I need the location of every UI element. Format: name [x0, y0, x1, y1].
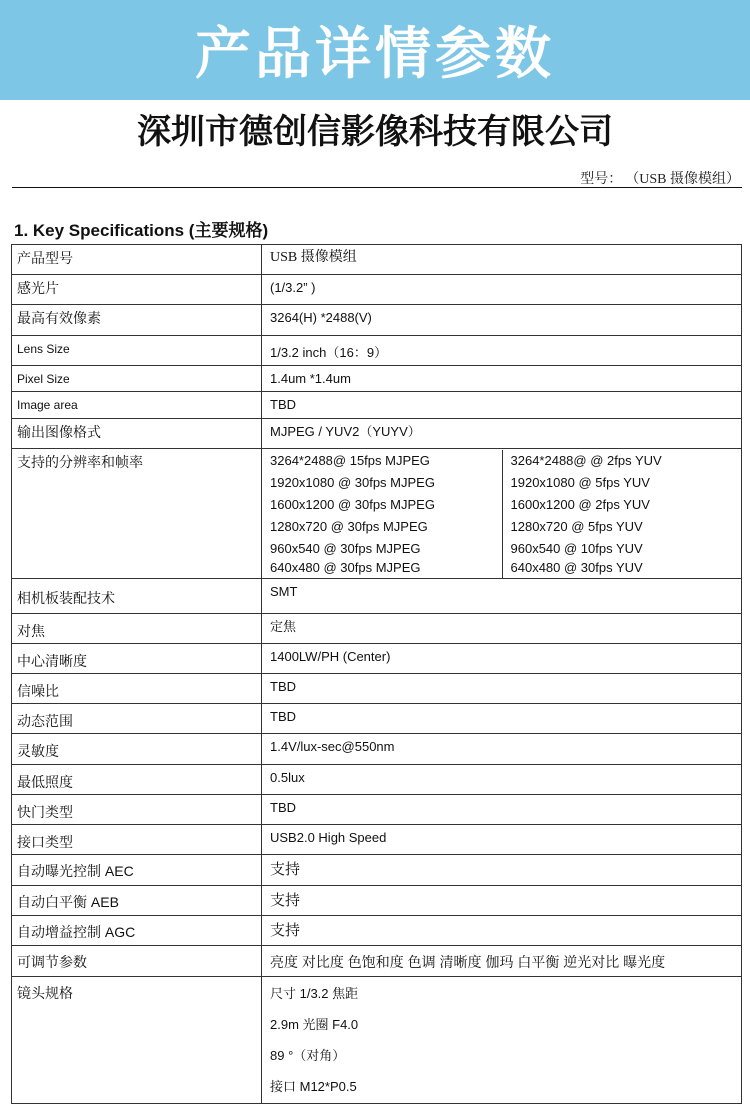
list-item: 3264*2488@ @ 2fps YUV: [510, 453, 662, 468]
section-title: 1. Key Specifications (主要规格): [14, 221, 269, 240]
spec-key: 可调节参数: [12, 946, 262, 977]
spec-value: MJPEG / YUV2（YUYV）: [262, 419, 742, 449]
list-item: 1600x1200 @ 30fps MJPEG: [270, 497, 435, 512]
table-row: [12, 734, 742, 765]
list-item: 1920x1080 @ 5fps YUV: [510, 475, 650, 490]
spec-key: 自动增益控制 AGC: [12, 916, 262, 946]
spec-key: 产品型号: [12, 245, 262, 275]
spec-key: 快门类型: [12, 795, 262, 825]
spec-key: 动态范围: [12, 704, 262, 734]
title-banner: [0, 0, 750, 100]
list-item: 640x480 @ 30fps MJPEG: [270, 560, 421, 575]
spec-key: 镜头规格: [12, 977, 262, 1104]
table-row: [12, 245, 742, 275]
model-line: [0, 168, 740, 188]
spec-key: 最高有效像素: [12, 305, 262, 336]
table-row: [12, 946, 742, 977]
list-item: 3264*2488@ 15fps MJPEG: [270, 453, 430, 468]
spec-value: 0.5lux: [262, 765, 742, 795]
spec-key: 支持的分辨率和帧率: [12, 449, 262, 579]
spec-value: 支持: [262, 855, 742, 886]
spec-value: 支持: [262, 916, 742, 946]
spec-key: 自动曝光控制 AEC: [12, 855, 262, 886]
table-row: [12, 855, 742, 886]
spec-value: 1.4um *1.4um: [262, 366, 742, 392]
spec-key: Pixel Size: [12, 366, 262, 392]
table-row: [12, 674, 742, 704]
table-row: [12, 825, 742, 855]
list-item: 1920x1080 @ 30fps MJPEG: [270, 475, 435, 490]
table-row: [12, 644, 742, 674]
yuv-column: [502, 450, 742, 578]
table-row: [12, 614, 742, 644]
table-row: [12, 765, 742, 795]
resolution-grid: [262, 450, 741, 578]
list-item: 960x540 @ 10fps YUV: [510, 541, 643, 556]
spec-key: 接口类型: [12, 825, 262, 855]
spec-key: 感光片: [12, 275, 262, 305]
spec-value: 定焦: [262, 614, 742, 644]
spec-key: 相机板装配技术: [12, 579, 262, 614]
table-row: [12, 886, 742, 916]
mjpeg-column: [262, 450, 502, 578]
header-divider: [12, 187, 742, 188]
list-item: 1600x1200 @ 2fps YUV: [510, 497, 650, 512]
spec-value: (1/3.2” ): [262, 275, 742, 305]
spec-value: TBD: [262, 392, 742, 419]
spec-value: USB2.0 High Speed: [262, 825, 742, 855]
spec-value: TBD: [262, 704, 742, 734]
table-row: [12, 704, 742, 734]
spec-value: 支持: [262, 886, 742, 916]
table-row: [12, 449, 742, 579]
list-item: 1280x720 @ 30fps MJPEG: [270, 519, 428, 534]
table-row: [12, 392, 742, 419]
spec-value: 1400LW/PH (Center): [262, 644, 742, 674]
list-item: 2.9m 光圈 F4.0: [270, 1017, 359, 1032]
spec-key: 最低照度: [12, 765, 262, 795]
resolution-cell: [262, 449, 742, 579]
spec-key: 灵敏度: [12, 734, 262, 765]
spec-value: 亮度 对比度 色饱和度 色调 清晰度 伽玛 白平衡 逆光对比 曝光度: [262, 946, 742, 977]
model-value: （USB 摄像模组）: [632, 172, 740, 187]
spec-key: 输出图像格式: [12, 419, 262, 449]
spec-key: 自动白平衡 AEB: [12, 886, 262, 916]
spec-value: 3264(H) *2488(V): [262, 305, 742, 336]
list-item: 960x540 @ 30fps MJPEG: [270, 541, 421, 556]
spec-key: 对焦: [12, 614, 262, 644]
list-item: 尺寸 1/3.2 焦距: [270, 986, 359, 1001]
spec-key: Lens Size: [12, 336, 262, 366]
company-name: 深圳市德创信影像科技有限公司: [137, 113, 613, 151]
table-row: [12, 579, 742, 614]
table-row: [12, 366, 742, 392]
spec-value: USB 摄像模组: [262, 245, 742, 275]
table-row: [12, 916, 742, 946]
spec-key: 中心清晰度: [12, 644, 262, 674]
spec-key: Image area: [12, 392, 262, 419]
spec-value: TBD: [262, 795, 742, 825]
table-row: [12, 305, 742, 336]
list-item: 1280x720 @ 5fps YUV: [510, 519, 643, 534]
table-row: [12, 336, 742, 366]
spec-value: SMT: [262, 579, 742, 614]
model-label: 型号：: [580, 172, 623, 187]
table-row: [12, 275, 742, 305]
list-item: 89 °（对角）: [270, 1048, 346, 1063]
spec-key: 信噪比: [12, 674, 262, 704]
spec-value: 1/3.2 inch（16：9）: [262, 336, 742, 366]
list-item: 接口 M12*P0.5: [270, 1079, 357, 1094]
spec-value: TBD: [262, 674, 742, 704]
table-row: [12, 419, 742, 449]
table-row: [12, 795, 742, 825]
table-row: [12, 977, 742, 1104]
spec-value: 1.4V/lux-sec@550nm: [262, 734, 742, 765]
banner-title: 产品详情参数: [195, 22, 555, 85]
spec-table: [11, 244, 742, 1104]
list-item: 640x480 @ 30fps YUV: [510, 560, 643, 575]
lens-cell: [262, 977, 742, 1104]
